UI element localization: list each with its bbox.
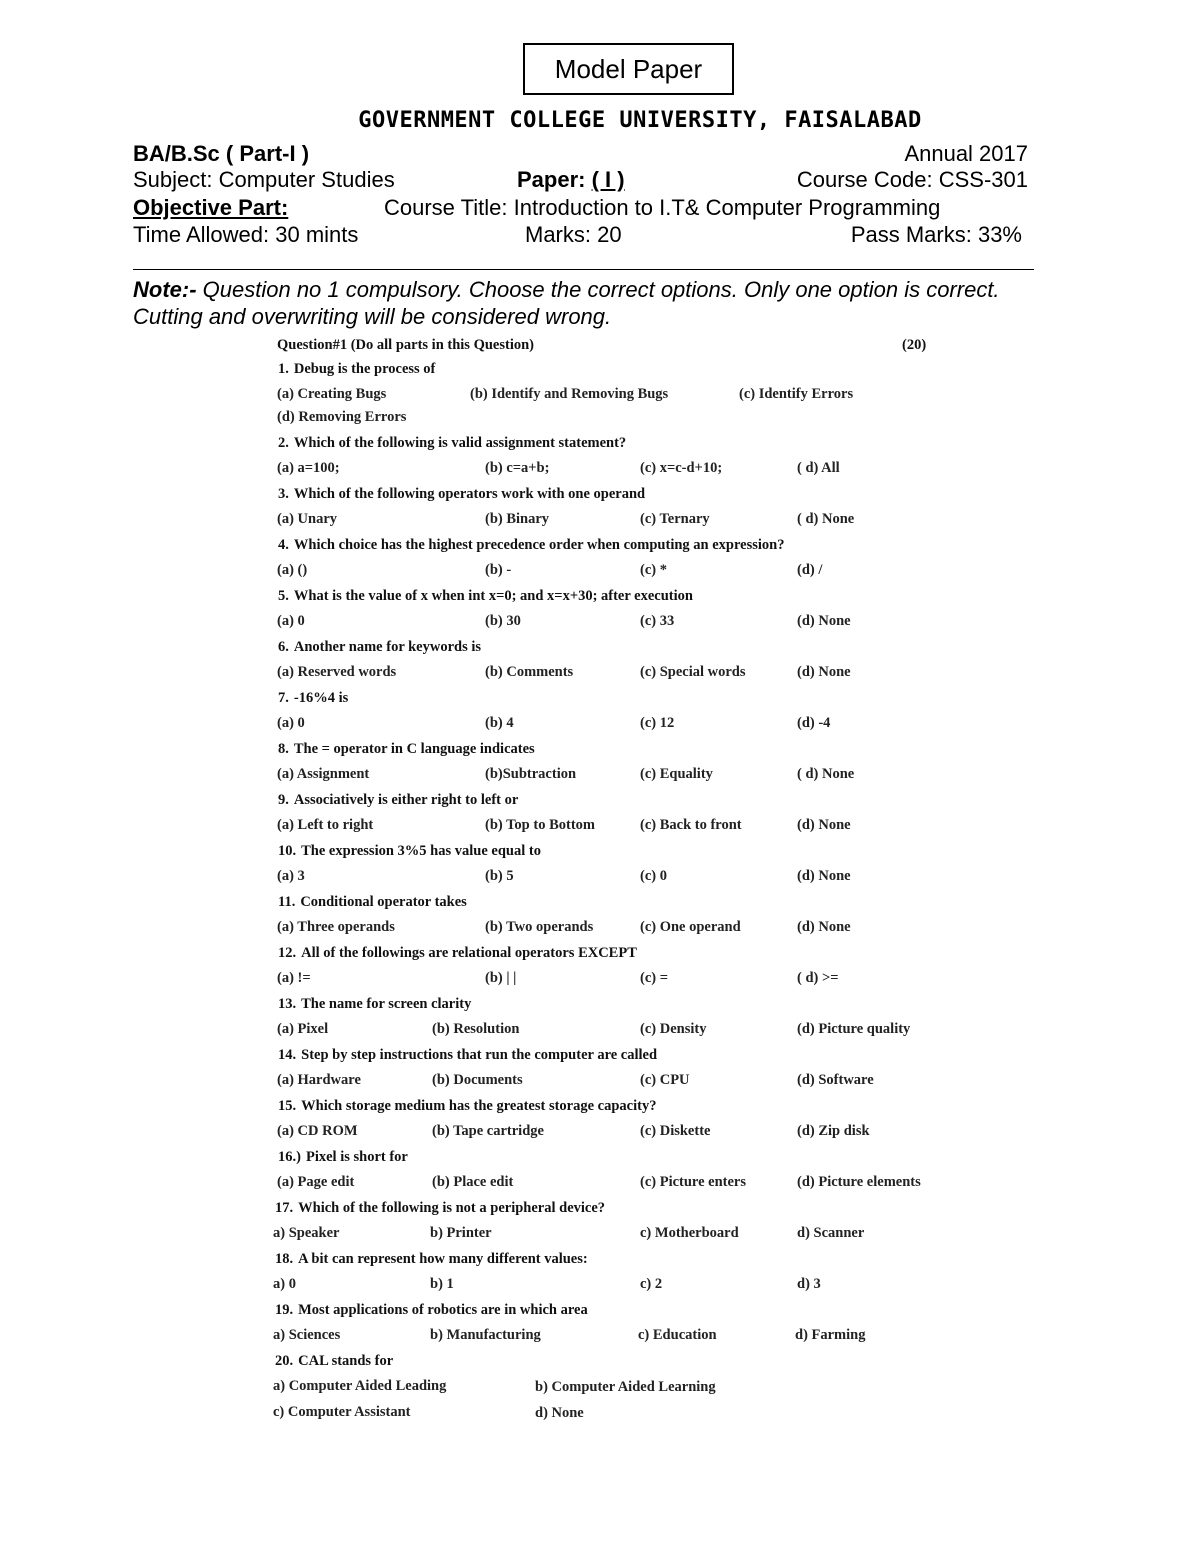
question-number: 9. [278,791,289,808]
header-divider [133,269,1034,270]
option: d) Scanner [797,1224,865,1241]
pass-marks: Pass Marks: 33% [850,222,1022,247]
question-text: Step by step instructions that run the computer are called [301,1046,658,1063]
question-5 [278,588,693,605]
question-number: 6. [278,638,289,655]
question-text: Which storage medium has the greatest storage capacity? [301,1097,657,1114]
question-number: 16.) [278,1148,301,1165]
question-text: CAL stands for [298,1352,394,1369]
option: (a) Hardware [277,1071,361,1088]
question-2 [278,435,626,452]
option: c) 2 [640,1275,663,1292]
option: ( d) All [797,459,840,476]
option: (c) One operand [640,918,741,935]
question-14 [278,1047,657,1064]
question-18 [275,1251,588,1268]
option: (d) None [797,918,851,935]
question-text: A bit can represent how many different values: [298,1250,588,1267]
question-text: What is the value of x when int x=0; and x=x+30; after execution [293,587,693,604]
option: d) Farming [795,1326,866,1343]
question-text: Conditional operator takes [300,893,467,910]
option: (d) Software [797,1071,874,1088]
question-12 [278,945,637,962]
option: a) Sciences [273,1326,341,1343]
question-text: The name for screen clarity [301,995,472,1012]
question-20 [275,1353,393,1370]
question-8 [278,741,535,758]
course-code: Course Code: CSS-301 [796,167,1028,192]
option: (a) 3 [277,867,305,884]
option: (a) Three operands [277,918,395,935]
option: b) 1 [430,1275,454,1292]
option: (c) Picture enters [640,1173,747,1190]
time-allowed: Time Allowed: 30 mints [133,222,359,247]
option: (a) () [277,561,308,578]
option: (d) / [797,561,823,578]
option: (b) - [485,561,512,578]
option: (d) Zip disk [797,1122,870,1139]
option: (c) CPU [640,1071,690,1088]
question-number: 3. [278,485,289,502]
option: (a) 0 [277,714,305,731]
question-number: 19. [275,1301,294,1318]
option: (a) 0 [277,612,305,629]
option: c) Computer Assistant [273,1404,411,1420]
option: c) Education [638,1326,717,1343]
question-number: 4. [278,536,289,553]
option: a) 0 [273,1275,296,1292]
option: (a) != [277,969,311,986]
option: d) None [535,1405,584,1421]
option: ( d) None [797,765,855,782]
option: (d) -4 [797,714,831,731]
option: (b) Top to Bottom [485,816,595,833]
option: (c) x=c-d+10; [640,459,723,476]
question-number: 17. [275,1199,294,1216]
option: (a) Unary [277,510,338,527]
option: (b) Comments [485,663,574,680]
question-number: 14. [278,1046,297,1063]
option: (b) Two operands [485,918,594,935]
option: (d) Removing Errors [277,409,407,426]
option: (d) None [797,612,851,629]
question-text: Most applications of robotics are in which area [298,1301,588,1318]
marks-label: Marks: 20 [525,222,622,247]
question-4 [278,537,784,554]
question-11 [278,894,467,911]
option: b) Manufacturing [430,1326,541,1343]
option: (a) a=100; [277,459,340,476]
question-number: 2. [278,434,289,451]
question-text: -16%4 is [293,689,349,706]
option: (b) Tape cartridge [432,1122,544,1139]
subject-label: Subject: Computer Studies [133,167,395,192]
note [133,276,1033,330]
question-number: 15. [278,1097,297,1114]
question-number: 1. [278,361,289,377]
question-number: 10. [278,842,297,859]
option: (a) Creating Bugs [277,386,387,403]
paper-field [517,167,625,193]
option: b) Computer Aided Learning [535,1378,716,1395]
question-16 [278,1149,408,1166]
question-17 [275,1200,605,1217]
question-1 [278,361,435,378]
note-label: Note:- [133,277,197,302]
question-number: 12. [278,944,297,961]
option: (a) CD ROM [277,1122,358,1139]
option: (c) Equality [640,765,713,782]
option: (d) None [797,663,851,680]
option: (c) Back to front [640,816,742,833]
question-6 [278,639,481,656]
question-7 [278,690,348,707]
question-text: Debug is the process of [293,361,436,377]
question-text: Which of the following is valid assignment statement? [293,434,627,451]
option: d) 3 [797,1275,821,1292]
question-text: Which of the following operators work with one operand [293,485,646,502]
option: (b) Place edit [432,1173,514,1190]
option: (c) Special words [640,663,746,680]
question-number: 7. [278,689,289,706]
question-number: 18. [275,1250,294,1267]
option: (b) Documents [432,1071,523,1088]
question-15 [278,1098,656,1115]
option: (b) Resolution [432,1020,520,1037]
option: (d) Picture elements [797,1173,921,1190]
option: (a) Reserved words [277,663,397,680]
option: ( d) None [797,510,855,527]
note-text: Question no 1 compulsory. Choose the correct options. Only one option is correct. Cutting and overwriting will be considered wrong. [133,277,1000,329]
question-text: Which choice has the highest precedence order when computing an expression? [293,536,785,553]
option: (c) Identify Errors [739,386,854,403]
section-title: Question#1 (Do all parts in this Question) [277,337,534,353]
option: (a) Assignment [277,765,370,782]
option: (b) c=a+b; [485,459,550,476]
question-number: 13. [278,995,297,1012]
program-label: BA/B.Sc ( Part-I ) [133,141,310,166]
option: (b)Subtraction [485,765,577,782]
option: (a) Page edit [277,1173,355,1190]
question-number: 8. [278,740,289,757]
option: (c) Diskette [640,1122,711,1139]
option: (a) Left to right [277,816,374,833]
option: (b) 5 [485,867,514,884]
option: (b) 30 [485,612,521,629]
option: (b) 4 [485,714,514,731]
option: (c) 0 [640,867,667,884]
option: a) Speaker [273,1224,340,1241]
option: (c) Density [640,1020,707,1037]
question-3 [278,486,645,503]
objective-part-label: Objective Part: [133,195,289,220]
annual-label: Annual 2017 [904,141,1028,166]
option: (b) | | [485,969,517,986]
option: (c) * [640,561,667,578]
option: (d) None [797,867,851,884]
question-number: 11. [278,893,296,910]
question-13 [278,996,471,1013]
option: (c) = [640,969,668,986]
option: (a) Pixel [277,1020,329,1037]
university-title: GOVERNMENT COLLEGE UNIVERSITY, FAISALABAD [358,108,922,133]
option: ( d) >= [797,969,839,986]
option: (d) None [797,816,851,833]
option: b) Printer [430,1224,492,1241]
question-19 [275,1302,588,1319]
option: (d) Picture quality [797,1020,911,1037]
question-text: Associatively is either right to left or [293,791,519,808]
model-paper-label: Model Paper [523,43,734,95]
question-10 [278,843,541,860]
option: a) Computer Aided Leading [273,1377,447,1394]
option: (c) 33 [640,612,675,629]
question-text: All of the followings are relational operators EXCEPT [301,944,637,961]
question-number: 20. [275,1352,294,1369]
option: c) Motherboard [640,1224,739,1241]
option: (c) Ternary [640,510,710,527]
section-marks: (20) [902,337,927,353]
question-text: Which of the following is not a peripheral device? [298,1199,606,1216]
question-number: 5. [278,587,289,604]
option: (b) Identify and Removing Bugs [470,386,669,403]
option: (b) Binary [485,510,550,527]
question-9 [278,792,518,809]
question-text: Another name for keywords is [293,638,482,655]
option: (c) 12 [640,714,675,731]
question-text: The expression 3%5 has value equal to [301,842,541,859]
paper-value: ( I ) [591,167,625,192]
course-title: Course Title: Introduction to I.T& Computer Programming [384,195,941,220]
question-text: The = operator in C language indicates [293,740,535,757]
paper-label: Paper: [517,167,586,192]
question-text: Pixel is short for [305,1148,408,1165]
